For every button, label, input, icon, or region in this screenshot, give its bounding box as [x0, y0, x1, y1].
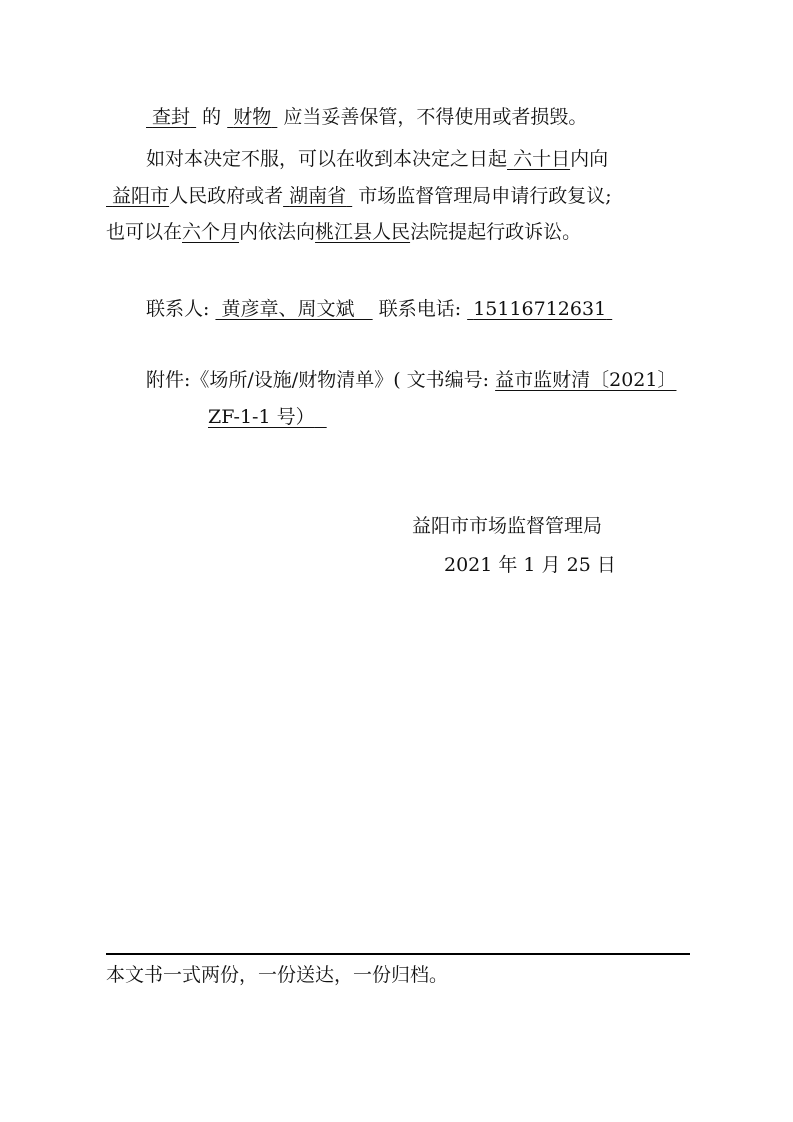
appeal-line-1 [146, 150, 608, 169]
issuing-org: 益阳市市场监督管理局 [412, 515, 603, 537]
appeal-text-7: 法院提起行政诉讼。 [410, 221, 582, 243]
attachment-line-2 [208, 408, 327, 427]
attachment-label: 附件:《场所/设施/财物清单》( 文书编号: [146, 369, 490, 391]
contact-label: 联系人: [146, 298, 210, 320]
appeal-text-5: 也可以在 [106, 221, 183, 243]
appeal-province: 湖南省 [289, 185, 347, 207]
seal-notice-line [146, 108, 587, 127]
seal-text-2: 应当妥善保管，不得使用或者损毁。 [283, 106, 588, 128]
seal-text-1: 的 [202, 106, 222, 128]
appeal-period-days: 六十日 [513, 148, 571, 170]
appeal-text-4: 市场监督管理局申请行政复议; [358, 185, 612, 207]
issue-date: 2021 年 1 月 25 日 [444, 554, 616, 576]
phone-label: 联系电话: [378, 298, 462, 320]
seal-object: 财物 [233, 106, 272, 128]
lawsuit-period: 六个月 [182, 221, 240, 243]
appeal-text-1: 如对本决定不服，可以在收到本决定之日起 [146, 148, 508, 170]
attachment-line-1 [146, 371, 676, 390]
appeal-gov-name: 益阳市 [112, 185, 170, 207]
phone-number: 15116712631 [473, 298, 607, 320]
contact-line [146, 300, 612, 319]
seal-action: 查封 [152, 106, 191, 128]
footer-note: 本文书一式两份，一份送达，一份归档。 [106, 964, 449, 986]
appeal-line-2 [106, 187, 612, 206]
contact-persons: 黄彦章、周文斌 [221, 298, 355, 320]
attachment-doc-number-cont: ZF-1-1 号） [208, 406, 315, 428]
appeal-text-3: 人民政府或者 [169, 185, 284, 207]
appeal-text-6: 内依法向 [239, 221, 316, 243]
footer-divider [106, 953, 690, 955]
attachment-doc-number: 益市监财清〔2021〕 [495, 369, 677, 391]
appeal-text-2: 内向 [570, 148, 609, 170]
appeal-line-3 [106, 223, 581, 242]
court-name: 桃江县人民 [315, 221, 411, 243]
